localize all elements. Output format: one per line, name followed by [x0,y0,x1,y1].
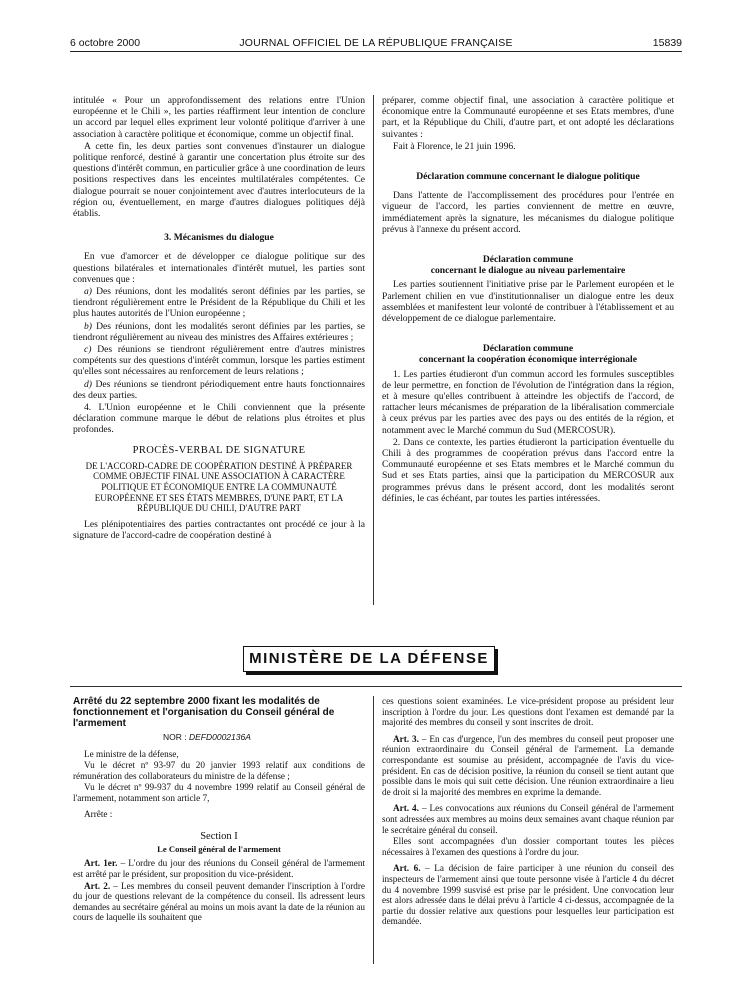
paragraph: Dans l'attente de l'accomplissement des procédures pour l'entrée en vigueur de l'accord, les parties conviennent de mettre en œuvre, immédiatement après la signature, les mécanismes du dialogue politique prévus à l'annexe du présent accord. [382,190,674,235]
header-journal-title: JOURNAL OFFICIEL DE LA RÉPUBLIQUE FRANÇAISE [239,37,513,49]
article-1 [73,858,365,879]
right-column-top [382,95,674,505]
article-label: Art. 2. [84,880,111,891]
left-column-bottom [73,696,365,924]
column-divider [373,95,374,605]
list-item-b [73,321,365,343]
paragraph: Le ministre de la défense, [84,748,179,759]
header-page-number: 15839 [652,37,682,49]
paragraph: Vu le décret nº 93-97 du 20 janvier 1993 relatif aux conditions de rémunération des collaborateurs du ministre de la défense ; [73,760,365,781]
article-4 [382,803,674,835]
header-date: 6 octobre 2000 [70,37,141,49]
page-header [70,37,682,52]
list-item-a [73,286,365,320]
paragraph: Les parties soutiennent l'initiative prise par le Parlement européen et le Parlement chilien en vue d'institutionnaliser un dialogue entre les deux assemblées et manifestent leur volonté de contribuer à l'établissement et au développement de ce dialogue parlementaire. [382,279,674,325]
article-text: – Les membres du conseil peuvent demander l'inscription à l'ordre du jour de questions relevant de la compétence du conseil. Ils adressent leurs demandes au secrétaire général au moins un mois avant la date de la réunion au cours de laquelle ils souhaitent que [73,880,365,923]
paragraph: 1. Les parties étudieront d'un commun accord les formules susceptibles de leur permettre, en fonction de l'évolution de l'intégration dans la région, et à mesure qu'elles contribuent à atteindre les objectifs de l'accord, de rattacher leurs mécanismes de préparation de la libéralisation commerciale à ceux prévus par les parties avec des pays ou des entités de la région, et notamment avec le Marché commun du Sud (MERCOSUR). [382,368,674,436]
section-rule [70,686,682,687]
article-label: Art. 4. [393,803,419,814]
item-text: Des réunions, dont les modalités seront définies par les parties, se tiendront régulièrement au niveau des ministres des Affaires extérieures ; [73,320,365,343]
section-number: Section I [200,831,238,843]
paragraph: Vu le décret nº 99-937 du 4 novembre 1999 relatif au Conseil général de l'armement, notamment son article 7, [73,782,365,803]
declaration-heading-parliamentary: Déclaration commune [482,254,574,266]
declaration-heading-economic: Déclaration commune [482,343,574,355]
ministry-banner: MINISTÈRE DE LA DÉFENSE [243,646,495,672]
paragraph: 4. L'Union européenne et le Chili conviennent que la présente déclaration commune marque le début de relations plus étroites et plus profondes. [73,402,365,436]
item-text: Des réunions, dont les modalités seront définies par les parties, se tiendront régulièrement entre le Président de la République du Chili et les plus hautes autorités de l'Union européenne ; [73,286,365,320]
article-label: Art. 6. [393,863,421,874]
item-label: b) [84,320,92,332]
item-label: a) [84,286,92,298]
article-2 [73,881,365,923]
article-text: – La décision de faire participer à une réunion du conseil des inspecteurs de l'armement ainsi que toute personne visée à l'article 4 du décret du 4 novembre 1999 susvisé est prise par le président. Une convocation leur est alors adressée dans le délai prévu à l'article 4 ci-dessus, accompagnée de la partie du dossier relative aux questions pour lesquelles leur participation est demandée. [382,863,674,927]
section-heading-mechanisms: 3. Mécanismes du dialogue [164,232,274,244]
item-label: c) [84,344,92,356]
paragraph: En vue d'amorcer et de développer ce dialogue politique sur des questions bilatérales et internationales d'intérêt mutuel, les parties sont convenues que : [73,251,365,285]
article-6 [382,863,674,927]
article-text: – Les convocations aux réunions du Conseil général de l'armement sont adressées aux membres au moins deux semaines avant chaque réunion par le secrétaire général du conseil. [382,803,674,835]
paragraph: Les plénipotentiaires des parties contractantes ont procédé ce jour à la signature de l'accord-cadre de coopération destiné à [73,518,365,542]
nor-reference [163,732,365,743]
left-column-top [73,95,365,542]
item-text: Des réunions se tiendront régulièrement entre d'autres ministres compétents sur des questions d'intérêt commun, lorsque les parties estiment qu'elles sont nécessaires au renforcement de leurs relations ; [73,344,365,378]
paragraph: 2. Dans ce contexte, les parties étudieront la participation éventuelle du Chili à des programmes de coopération prévus dans l'accord entre la Communauté européenne et ses Etats membres et le Marché commun du Sud et ses Etats parties, ainsi que la participation du MERCOSUR aux programmes prévus dans le présent accord, dont les modalités seront définies, le cas échéant, par toutes les parties intéressées. [382,436,674,504]
paragraph: Arrête : [84,808,113,819]
paragraph: A cette fin, les deux parties sont convenues d'instaurer un dialogue politique renforcé, destiné à garantir une concertation plus étroite sur des questions d'intérêt commun, en particulier grâce à une coordination de leurs positions respectives dans les enceintes multilatérales compétentes. Ce dialogue pourrait se nouer conjointement avec d'autres interlocuteurs de la région ou, éventuellement, en marge d'autres dialogues politiques déjà établis. [73,140,365,220]
paragraph: ces questions soient examinées. Le vice-président propose au président leur inscription à l'ordre du jour. Les questions dont l'examen est demandé par la majorité des membres du conseil y sont inscrites de droit. [382,696,674,728]
paragraph: préparer, comme objectif final, une association à caractère politique et économique entre la Communauté européenne et ses Etats membres, d'une part, et la République du Chili, d'autre part, et ont adopté les déclarations suivantes : [382,95,674,140]
nor-code: DEFD0002136A [188,732,251,742]
declaration-heading-political: Déclaration commune concernant le dialogue politique [416,171,640,183]
proces-verbal-subtitle: DE L'ACCORD-CADRE DE COOPÉRATION DESTINÉ À PRÉPARER COMME OBJECTIF FINAL UNE ASSOCIATION À CARACTÈRE POLITIQUE ET ÉCONOMIQUE ENTRE LA COMMUNAUTÉ EUROPÉENNE ET SES ÉTATS MEMBRES, D'UNE PART, ET LA RÉPUBLIQUE DU CHILI, D'AUTRE PART [85,460,353,514]
list-item-d [73,379,365,401]
paragraph: intitulée « Pour un approfondissement des relations entre l'Union européenne et le Chili », les parties réaffirment leur intention de conclure un accord par lequel elles expriment leur volonté politique d'arriver à une association à caractère politique et économique, comme un objectif final. [73,95,365,140]
list-item-c [73,344,365,378]
article-label: Art. 3. [393,733,419,744]
section-title: Le Conseil général de l'armement [157,843,281,854]
right-column-bottom [382,696,674,928]
proces-verbal-title: PROCÈS-VERBAL DE SIGNATURE [132,444,306,456]
column-divider [373,696,374,964]
article-text: – L'ordre du jour des réunions du Conseil général de l'armement est arrêté par le président, sur proposition du vice-président. [73,858,365,879]
article-3 [382,734,674,798]
item-text: Des réunions se tiendront périodiquement entre hauts fonctionnaires des deux parties. [73,378,365,401]
arrete-title: Arrêté du 22 septembre 2000 fixant les modalités de fonctionnement et l'organisation du Conseil général de l'armement [73,696,335,729]
paragraph: Elles sont accompagnées d'un dossier comportant toutes les pièces nécessaires à l'examen des questions à l'ordre du jour. [382,836,674,857]
declaration-subheading-economic: concernant la coopération économique interrégionale [419,354,637,366]
item-label: d) [84,378,92,390]
declaration-subheading-parliamentary: concernant le dialogue au niveau parlementaire [430,265,626,277]
article-text: – En cas d'urgence, l'un des membres du conseil peut proposer une réunion extraordinaire du Conseil général de l'armement. La demande correspondante est soumise au président, accompagnée de l'avis du vice-président. En cas de décision positive, la réunion du conseil se tient autant que possible dans le mois qui suit cette décision. Une réunion extraordinaire a lieu de droit si la majorité des membres en exprime la demande. [382,733,674,797]
signature-place-date: Fait à Florence, le 21 juin 1996. [393,140,516,152]
article-label: Art. 1er. [84,858,118,869]
nor-label: NOR : [163,732,189,742]
